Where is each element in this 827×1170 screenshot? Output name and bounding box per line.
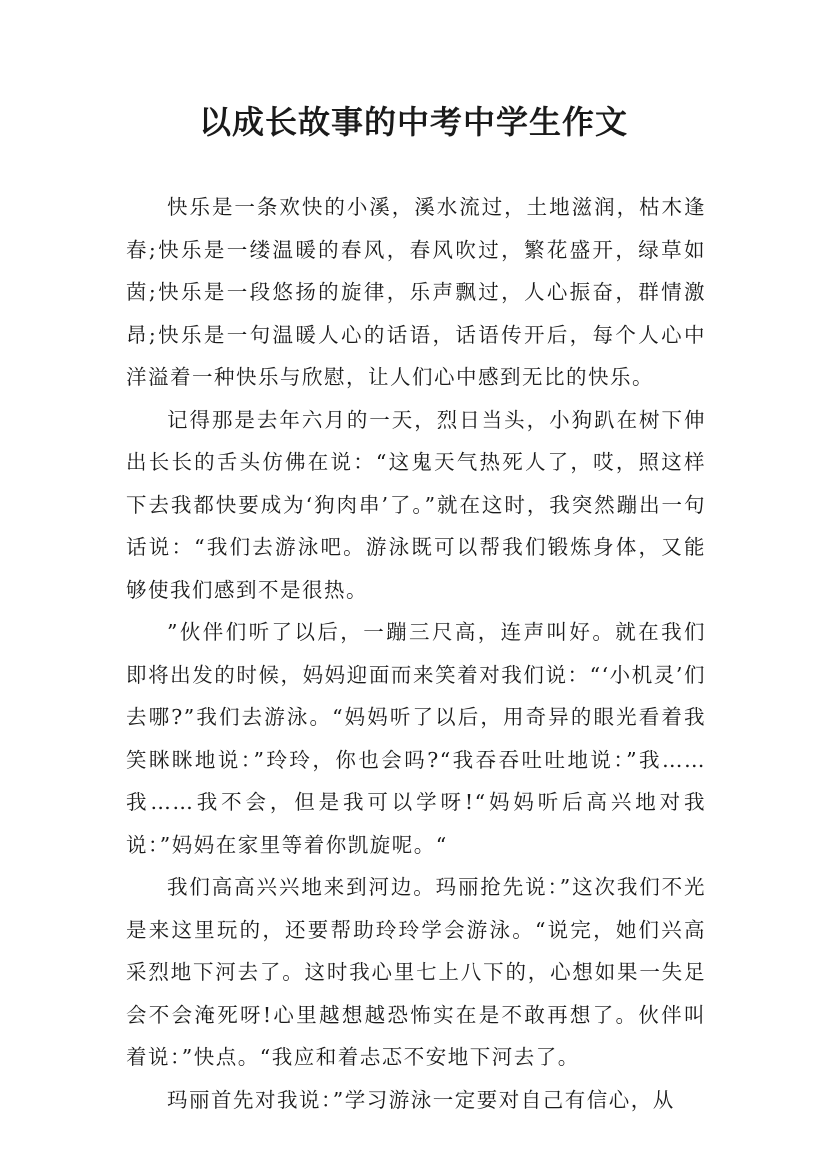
document-body xyxy=(126,186,706,1121)
paragraph-1: 快乐是一条欢快的小溪，溪水流过，土地滋润，枯木逢春;快乐是一缕温暖的春风，春风吹过，繁花盛开，绿草如茵;快乐是一段悠扬的旋律，乐声飘过，人心振奋，群情激昂;快乐是一句温暖人心的话语，话语传开后，每个人心中洋溢着一种快乐与欣慰，让人们心中感到无比的快乐。 xyxy=(126,195,706,389)
paragraph-5: 玛丽首先对我说：”学习游泳一定要对自己有信心，从 xyxy=(167,1087,675,1112)
paragraph-3: ”伙伴们听了以后，一蹦三尺高，连声叫好。就在我们即将出发的时候，妈妈迎面而来笑着对我们说：“‘小机灵’们去哪?”我们去游泳。“妈妈听了以后，用奇异的眼光看着我笑眯眯地说：”玲玲，你也会吗?“我吞吞吐吐地说：”我……我……我不会，但是我可以学呀!“妈妈听后高兴地对我说：”妈妈在家里等着你凯旋呢。“ xyxy=(126,620,706,857)
document-title: 以成长故事的中考中学生作文 xyxy=(198,103,628,141)
paragraph-2: 记得那是去年六月的一天，烈日当头，小狗趴在树下伸出长长的舌头仿佛在说：“这鬼天气热死人了，哎，照这样下去我都快要成为‘狗肉串’了。”就在这时，我突然蹦出一句话说：“我们去游泳吧。游泳既可以帮我们锻炼身体，又能够使我们感到不是很热。 xyxy=(126,407,706,602)
paragraph-4: 我们高高兴兴地来到河边。玛丽抢先说：”这次我们不光是来这里玩的，还要帮助玲玲学会游泳。“说完，她们兴高采烈地下河去了。这时我心里七上八下的，心想如果一失足会不会淹死呀!心里越想越恐怖实在是不敢再想了。伙伴叫着说：”快点。“我应和着忐忑不安地下河去了。 xyxy=(126,875,706,1069)
